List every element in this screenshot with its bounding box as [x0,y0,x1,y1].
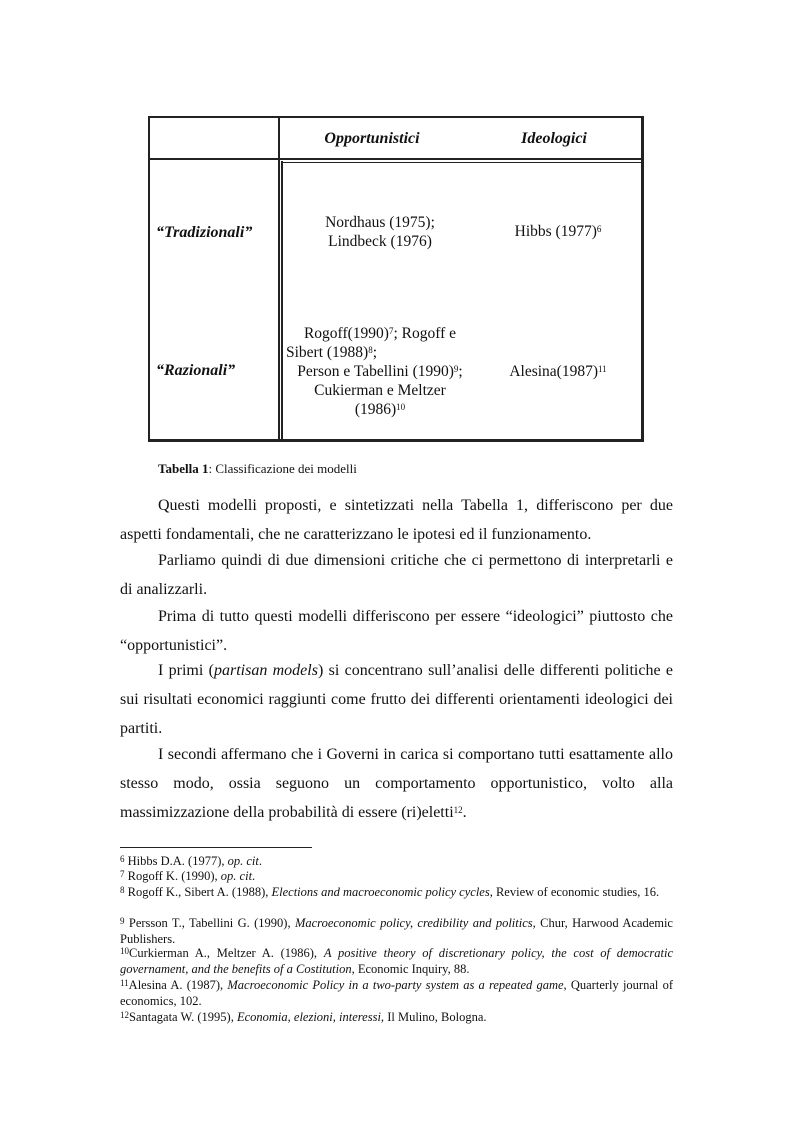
footnote-separator [120,847,312,848]
cell-text: Alesina(1987) [509,362,598,380]
cell-razionali-opportunistici [282,316,478,426]
table-header-divider [148,158,644,160]
footnote-ref[interactable]: 9 [453,363,459,374]
footnote-ref[interactable]: 7 [388,325,394,336]
paragraph-1: Questi modelli proposti, e sintetizzati nella Tabella 1, differiscono per due aspetti fondamentali, che ne caratterizzano le ipotesi ed il funzionamento. [120,497,673,543]
paragraph-2: Parliamo quindi di due dimensioni critiche che ci permettono di interpretarli e di analizzarli. [120,552,673,598]
table-border-left [148,116,150,442]
table-border-bottom [148,439,644,442]
footnote-10: $^{10}$Curkierman A., Meltzer A. (1986), A positive theory of discretionary policy, the cost of democratic governament, and the benefits of a Costitution, Economic Inquiry, 88. [120,946,673,976]
footnote-ref[interactable]: 10 [396,401,406,412]
cell-line: Sibert $(1988)^8$; [286,343,378,361]
footnote-11: $^{11}$Alesina A. (1987), Macroeconomic Policy in a two-party system as a repeated game, Quarterly journal of economics, 102. [120,978,673,1008]
caption-label: Tabella 1 [158,461,209,476]
table-body-top-line [281,162,643,163]
row-label-razionali: “Razionali” [156,361,236,379]
cell-text: Hibbs (1977) [514,222,597,240]
paragraph-5: I secondi affermano che i Governi in carica si comportano tutti esattamente allo stesso modo, ossia seguono un comportamento opportunistico, volto alla massimizzazione della probabilità di essere (ri)eletti$^{12}$. [120,746,673,821]
cell-line: $(1986)^{10}$ [354,400,406,418]
header-ideologici: Ideologici [521,129,587,147]
cell-line: Nordhaus (1975); [325,214,435,231]
cell-line: $Rogoff(1990)^7$; Rogoff e [303,324,457,342]
table-column-divider [278,116,280,442]
table-border-right [641,116,644,442]
cell-razionali-ideologici [476,356,640,386]
cell-line: Cukierman e Meltzer [314,381,446,399]
header-opportunistici: Opportunistici [324,129,420,147]
paragraph-3: Prima di tutto questi modelli differiscono per essere “ideologici” piuttosto che “opportunistici”. [120,608,673,654]
footnote-8: $^8$ Rogoff K., Sibert A. (1988), Elections and macroeconomic policy cycles, Review of economic studies, 16. [120,885,660,899]
footnote-9: $^9$ Persson T., Tabellini G. (1990), Macroeconomic policy, credibility and politics, Chur, Harwood Academic Publishers. [120,916,673,946]
footnote-7: $^7$ Rogoff K. (1990), op. cit. [120,869,256,883]
table-caption [158,461,357,477]
table-border-top [148,116,644,118]
classification-table [148,116,644,442]
paragraph-4: I primi (partisan models) si concentrano sull’analisi delle differenti politiche e sui risultati economici raggiunti come frutto dei differenti orientamenti ideologici dei partiti. [120,662,674,737]
row-label-tradizionali: “Tradizionali” [156,223,253,241]
cell-line: Person e Tabellini $(1990)^9$; [297,362,463,380]
footnote-12: $^{12}$Santagata W. (1995), Economia, elezioni, interessi, Il Mulino, Bologna. [120,1010,487,1024]
footnote-ref[interactable]: 8 [368,344,373,355]
cell-tradizionali-opportunistici [284,210,476,254]
footnote-ref[interactable]: 11 [598,363,607,374]
footnote-6: $^6$ Hibbs D.A. (1977), op. cit. [120,854,262,868]
caption-text: : Classificazione dei modelli [208,461,357,476]
cell-line: Lindbeck (1976) [328,233,432,250]
italic-term: partisan models [213,662,318,679]
footnote-ref[interactable]: 12 [453,805,463,815]
footnote-ref[interactable]: 6 [596,223,602,234]
cell-tradizionali-ideologici [476,216,640,246]
